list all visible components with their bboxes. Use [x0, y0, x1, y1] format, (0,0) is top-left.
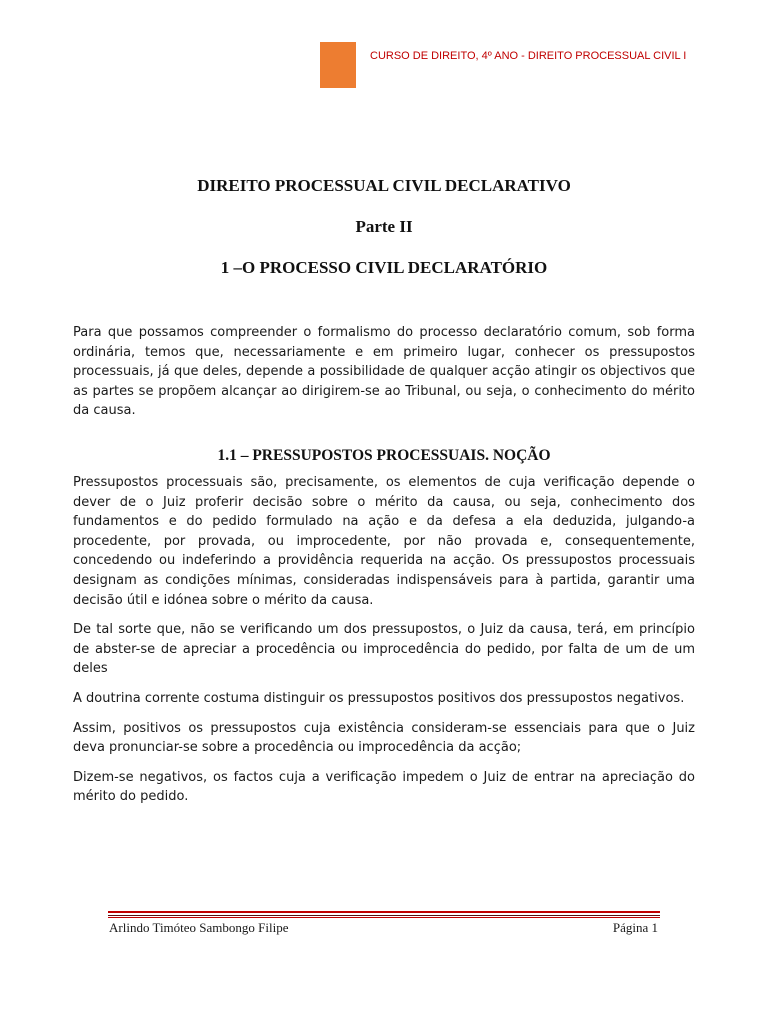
section-body — [73, 473, 695, 817]
chapter-title: 1 –O PROCESSO CIVIL DECLARATÓRIO — [220, 258, 548, 277]
header-course-title: CURSO DE DIREITO, 4º ANO - DIREITO PROCESSUAL CIVIL I — [370, 50, 687, 62]
footer-author: Arlindo Timóteo Sambongo Filipe — [109, 920, 289, 935]
page-number: Página 1 — [612, 920, 658, 935]
paragraph: Pressupostos processuais são, precisamente, os elementos de cuja verificação depende o dever de o Juiz proferir decisão sobre o mérito da causa, ou seja, conhecimento dos fundamentos e do pedido formulado na ação e da defesa a ela deduzida, julgando-a procedente, por provada, ou improcedente, por não provada e, consequentemente, concedendo ou indeferindo a providência requerida na acção. Os pressupostos processuais designam as condições mínimas, consideradas indispensáveis para à partida, garantir uma decisão útil e idónea sobre o mérito da causa. — [73, 475, 695, 608]
intro-paragraph: Para que possamos compreender o formalismo do processo declaratório comum, sob forma ordinária, temos que, necessariamente e em primeiro lugar, conhecer os pressupostos processuais, já que deles, depende a possibilidade de qualquer acção atingir os objectivos que as partes se propõem alcançar ao dirigirem-se ao Tribunal, ou seja, o conhecimento do mérito da causa. — [73, 325, 695, 419]
paragraph: Dizem-se negativos, os factos cuja a verificação impedem o Juiz de entrar na apreciação do mérito do pedido. — [73, 769, 695, 805]
paragraph: Assim, positivos os pressupostos cuja existência consideram-se essenciais para que o Juiz deva pronunciar-se sobre a procedência ou improcedência da acção; — [73, 720, 695, 756]
header-color-block — [320, 42, 356, 88]
part-title: Parte II — [355, 217, 413, 236]
paragraph: A doutrina corrente costuma distinguir os pressupostos positivos dos pressupostos negativos. — [73, 690, 685, 706]
footer-divider — [108, 911, 660, 913]
document-title: DIREITO PROCESSUAL CIVIL DECLARATIVO — [197, 176, 571, 195]
footer-divider — [108, 917, 660, 918]
section-heading: 1.1 – PRESSUPOSTOS PROCESSUAIS. NOÇÃO — [217, 447, 551, 464]
intro-section — [73, 323, 695, 431]
footer-divider — [108, 915, 660, 916]
paragraph: De tal sorte que, não se verificando um dos pressupostos, o Juiz da causa, terá, em princípio de abster-se de apreciar a procedência ou improcedência do pedido, por falta de um de um deles — [73, 622, 695, 677]
